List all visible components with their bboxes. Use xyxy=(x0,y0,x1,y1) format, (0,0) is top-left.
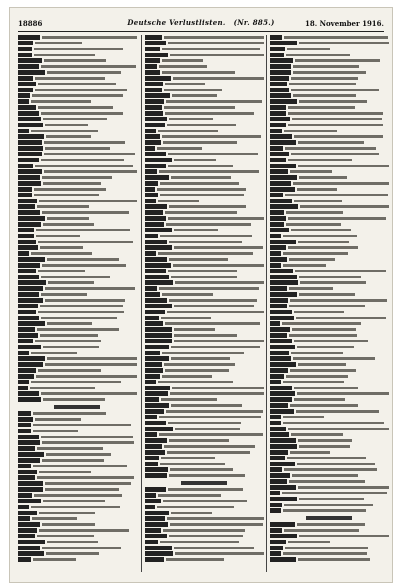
list-entry xyxy=(18,123,137,128)
list-entry xyxy=(145,516,264,521)
list-entry xyxy=(145,456,264,461)
list-entry xyxy=(18,546,137,551)
list-entry xyxy=(270,557,389,562)
list-entry xyxy=(145,123,264,128)
list-entry xyxy=(270,298,389,303)
list-entry xyxy=(270,210,389,215)
list-entry xyxy=(18,339,137,344)
list-entry xyxy=(18,41,137,46)
list-entry xyxy=(18,152,137,157)
list-entry xyxy=(145,551,264,556)
list-entry xyxy=(270,409,389,414)
list-entry xyxy=(145,362,264,367)
list-entry xyxy=(18,64,137,69)
list-entry xyxy=(270,522,389,527)
list-entry xyxy=(270,503,389,508)
list-entry xyxy=(270,304,389,309)
list-entry xyxy=(145,391,264,396)
list-entry xyxy=(270,491,389,496)
list-entry xyxy=(145,88,264,93)
list-entry xyxy=(145,275,264,280)
list-entry xyxy=(18,187,137,192)
list-entry xyxy=(145,129,264,134)
list-entry xyxy=(18,269,137,274)
list-entry xyxy=(145,70,264,75)
list-entry xyxy=(18,351,137,356)
list-entry xyxy=(18,310,137,315)
list-entry xyxy=(145,304,264,309)
list-entry xyxy=(270,70,389,75)
list-entry xyxy=(270,345,389,350)
list-entry xyxy=(145,540,264,545)
list-entry xyxy=(145,386,264,391)
list-entry xyxy=(18,429,137,434)
list-entry xyxy=(145,380,264,385)
list-entry xyxy=(18,280,137,285)
list-entry xyxy=(270,269,389,274)
column-right xyxy=(270,35,389,572)
list-entry xyxy=(18,82,137,87)
list-entry xyxy=(18,53,137,58)
list-entry xyxy=(18,76,137,81)
list-entry xyxy=(270,164,389,169)
list-entry xyxy=(270,421,389,426)
list-entry xyxy=(145,93,264,98)
list-entry xyxy=(145,356,264,361)
list-entry xyxy=(270,551,389,556)
list-entry xyxy=(270,88,389,93)
list-entry xyxy=(18,117,137,122)
list-entry xyxy=(18,423,137,428)
list-entry xyxy=(145,292,264,297)
list-entry xyxy=(145,234,264,239)
list-entry xyxy=(145,522,264,527)
list-entry xyxy=(18,362,137,367)
list-entry xyxy=(270,316,389,321)
list-entry xyxy=(270,497,389,502)
list-entry xyxy=(270,117,389,122)
list-entry xyxy=(270,105,389,110)
list-entry xyxy=(145,152,264,157)
list-entry xyxy=(270,362,389,367)
list-entry xyxy=(145,269,264,274)
list-entry xyxy=(18,316,137,321)
publication-title: Deutsche Verlustlisten. xyxy=(127,18,226,27)
list-entry xyxy=(18,411,137,416)
list-entry xyxy=(18,345,137,350)
list-entry xyxy=(145,105,264,110)
column-divider xyxy=(266,35,267,572)
list-entry xyxy=(145,257,264,262)
list-entry xyxy=(18,557,137,562)
list-entry xyxy=(18,216,137,221)
list-entry xyxy=(145,111,264,116)
list-entry xyxy=(18,240,137,245)
list-entry xyxy=(270,450,389,455)
list-entry xyxy=(270,462,389,467)
list-entry xyxy=(145,263,264,268)
list-entry xyxy=(18,181,137,186)
list-entry xyxy=(145,528,264,533)
list-entry xyxy=(18,134,137,139)
list-entry xyxy=(270,263,389,268)
list-entry xyxy=(18,298,137,303)
list-entry xyxy=(270,146,389,151)
list-entry xyxy=(18,70,137,75)
list-entry xyxy=(145,421,264,426)
list-entry xyxy=(145,64,264,69)
list-entry xyxy=(145,327,264,332)
list-entry xyxy=(18,222,137,227)
list-entry xyxy=(18,505,137,510)
list-entry xyxy=(270,140,389,145)
list-entry xyxy=(270,546,389,551)
list-entry xyxy=(270,152,389,157)
list-entry xyxy=(270,485,389,490)
newspaper-page xyxy=(9,7,393,583)
list-entry xyxy=(145,245,264,250)
list-entry xyxy=(270,467,389,472)
list-entry xyxy=(145,187,264,192)
list-entry xyxy=(270,234,389,239)
list-entry xyxy=(18,263,137,268)
list-entry xyxy=(18,88,137,93)
list-entry xyxy=(18,257,137,262)
list-entry xyxy=(270,280,389,285)
list-entry xyxy=(270,53,389,58)
list-entry xyxy=(145,462,264,467)
list-entry xyxy=(145,175,264,180)
list-entry xyxy=(18,368,137,373)
list-entry xyxy=(145,473,264,478)
list-entry xyxy=(270,199,389,204)
list-entry xyxy=(18,511,137,516)
list-entry xyxy=(18,292,137,297)
list-entry xyxy=(270,310,389,315)
list-entry xyxy=(270,321,389,326)
list-entry xyxy=(18,397,137,402)
list-entry xyxy=(270,275,389,280)
list-entry xyxy=(145,146,264,151)
list-entry xyxy=(18,47,137,52)
list-entry xyxy=(145,438,264,443)
list-entry xyxy=(145,76,264,81)
list-entry xyxy=(270,438,389,443)
list-entry xyxy=(18,129,137,134)
list-entry xyxy=(18,245,137,250)
list-entry xyxy=(145,240,264,245)
list-entry xyxy=(18,175,137,180)
list-entry xyxy=(18,327,137,332)
list-entry xyxy=(270,403,389,408)
section-heading-mark xyxy=(145,479,264,487)
list-entry xyxy=(145,368,264,373)
issue-date: 18. November 1916. xyxy=(304,19,384,28)
list-entry xyxy=(145,409,264,414)
list-entry xyxy=(18,516,137,521)
list-entry xyxy=(270,222,389,227)
list-entry xyxy=(270,374,389,379)
list-entry xyxy=(18,452,137,457)
list-entry xyxy=(18,58,137,63)
list-entry xyxy=(145,216,264,221)
list-entry xyxy=(270,123,389,128)
list-entry xyxy=(270,292,389,297)
list-entry xyxy=(270,427,389,432)
list-entry xyxy=(18,204,137,209)
list-entry xyxy=(18,386,137,391)
list-entry xyxy=(270,386,389,391)
list-entry xyxy=(18,464,137,469)
list-entry xyxy=(270,175,389,180)
list-entry xyxy=(145,427,264,432)
list-entry xyxy=(145,228,264,233)
list-entry xyxy=(145,181,264,186)
list-entry xyxy=(18,140,137,145)
list-entry xyxy=(145,546,264,551)
list-entry xyxy=(18,380,137,385)
list-entry xyxy=(145,82,264,87)
list-entry xyxy=(270,64,389,69)
list-entry xyxy=(18,528,137,533)
list-entry xyxy=(270,339,389,344)
list-entry xyxy=(18,234,137,239)
list-entry xyxy=(145,444,264,449)
list-entry xyxy=(18,164,137,169)
list-entry xyxy=(270,181,389,186)
list-entry xyxy=(145,298,264,303)
list-entry xyxy=(145,432,264,437)
list-entry xyxy=(18,391,137,396)
list-entry xyxy=(18,374,137,379)
list-entry xyxy=(18,481,137,486)
list-entry xyxy=(145,450,264,455)
list-entry xyxy=(270,415,389,420)
list-entry xyxy=(145,333,264,338)
list-entry xyxy=(270,327,389,332)
list-entry xyxy=(18,499,137,504)
list-entry xyxy=(145,534,264,539)
list-entry xyxy=(270,245,389,250)
list-entry xyxy=(18,286,137,291)
list-entry xyxy=(145,58,264,63)
list-entry xyxy=(270,111,389,116)
list-entry xyxy=(18,470,137,475)
list-entry xyxy=(145,199,264,204)
list-entry xyxy=(18,169,137,174)
list-entry xyxy=(145,505,264,510)
list-entry xyxy=(18,356,137,361)
list-entry xyxy=(270,286,389,291)
column-divider xyxy=(141,35,142,572)
list-entry xyxy=(18,333,137,338)
list-entry xyxy=(270,391,389,396)
list-entry xyxy=(145,280,264,285)
list-entry xyxy=(18,458,137,463)
list-entry xyxy=(145,467,264,472)
list-entry xyxy=(18,304,137,309)
list-entry xyxy=(18,493,137,498)
list-entry xyxy=(270,380,389,385)
list-entry xyxy=(270,58,389,63)
list-entry xyxy=(145,140,264,145)
list-entry xyxy=(145,351,264,356)
list-entry xyxy=(270,93,389,98)
list-entry xyxy=(18,435,137,440)
list-entry xyxy=(18,487,137,492)
list-entry xyxy=(270,351,389,356)
list-entry xyxy=(270,204,389,209)
list-entry xyxy=(270,134,389,139)
list-entry xyxy=(18,158,137,163)
list-entry xyxy=(270,397,389,402)
list-entry xyxy=(18,321,137,326)
list-entry xyxy=(270,508,389,513)
list-entry xyxy=(270,35,389,40)
list-entry xyxy=(145,251,264,256)
list-entry xyxy=(145,47,264,52)
list-entry xyxy=(270,257,389,262)
list-entry xyxy=(270,228,389,233)
list-entry xyxy=(145,374,264,379)
list-entry xyxy=(270,528,389,533)
list-entry xyxy=(270,356,389,361)
list-entry xyxy=(270,456,389,461)
list-entry xyxy=(270,76,389,81)
list-entry xyxy=(270,444,389,449)
list-entry xyxy=(270,187,389,192)
list-entry xyxy=(270,216,389,221)
list-entry xyxy=(145,397,264,402)
list-entry xyxy=(145,222,264,227)
list-entry xyxy=(145,53,264,58)
list-entry xyxy=(18,551,137,556)
list-entry xyxy=(18,440,137,445)
list-entry xyxy=(145,99,264,104)
list-entry xyxy=(145,339,264,344)
list-entry xyxy=(145,557,264,562)
list-entry xyxy=(270,540,389,545)
list-entry xyxy=(18,199,137,204)
list-entry xyxy=(270,41,389,46)
list-entry xyxy=(18,111,137,116)
list-entry xyxy=(270,169,389,174)
list-entry xyxy=(145,169,264,174)
list-entry xyxy=(270,82,389,87)
list-entry xyxy=(145,158,264,163)
list-entry xyxy=(145,41,264,46)
list-entry xyxy=(145,117,264,122)
section-heading-mark xyxy=(18,403,137,411)
list-entry xyxy=(145,164,264,169)
list-entry xyxy=(18,99,137,104)
list-entry xyxy=(18,210,137,215)
list-entry xyxy=(145,403,264,408)
list-entry xyxy=(145,487,264,492)
list-entry xyxy=(145,316,264,321)
list-entry xyxy=(18,35,137,40)
list-entry xyxy=(18,105,137,110)
list-entry xyxy=(270,432,389,437)
list-entry xyxy=(145,204,264,209)
list-entry xyxy=(270,99,389,104)
list-entry xyxy=(270,251,389,256)
list-entry xyxy=(270,534,389,539)
list-entry xyxy=(18,540,137,545)
list-entry xyxy=(145,134,264,139)
list-entry xyxy=(270,47,389,52)
list-entry xyxy=(18,251,137,256)
list-entry xyxy=(145,193,264,198)
list-entry xyxy=(18,275,137,280)
section-heading-mark xyxy=(270,514,389,522)
list-entry xyxy=(145,511,264,516)
page-header xyxy=(18,17,384,32)
column-middle xyxy=(145,35,264,572)
list-entry xyxy=(18,475,137,480)
page-number: 18886 xyxy=(18,19,43,28)
list-entry xyxy=(145,499,264,504)
issue-number: (Nr. 885.) xyxy=(233,18,275,27)
list-entry xyxy=(270,479,389,484)
list-entry xyxy=(18,193,137,198)
list-entry xyxy=(18,93,137,98)
list-entry xyxy=(145,415,264,420)
list-entry xyxy=(18,146,137,151)
list-entry xyxy=(145,210,264,215)
list-entry xyxy=(270,473,389,478)
list-entry xyxy=(18,228,137,233)
list-entry xyxy=(145,310,264,315)
list-entry xyxy=(18,534,137,539)
list-entry xyxy=(270,193,389,198)
list-entry xyxy=(145,345,264,350)
list-entry xyxy=(18,522,137,527)
list-entry xyxy=(145,35,264,40)
list-entry xyxy=(270,240,389,245)
list-entry xyxy=(145,493,264,498)
list-entry xyxy=(270,129,389,134)
list-entry xyxy=(270,158,389,163)
list-entry xyxy=(270,368,389,373)
list-entry xyxy=(18,446,137,451)
list-entry xyxy=(145,321,264,326)
list-entry xyxy=(270,333,389,338)
column-left xyxy=(18,35,137,572)
casualty-list-columns xyxy=(18,35,384,572)
list-entry xyxy=(145,286,264,291)
list-entry xyxy=(18,417,137,422)
